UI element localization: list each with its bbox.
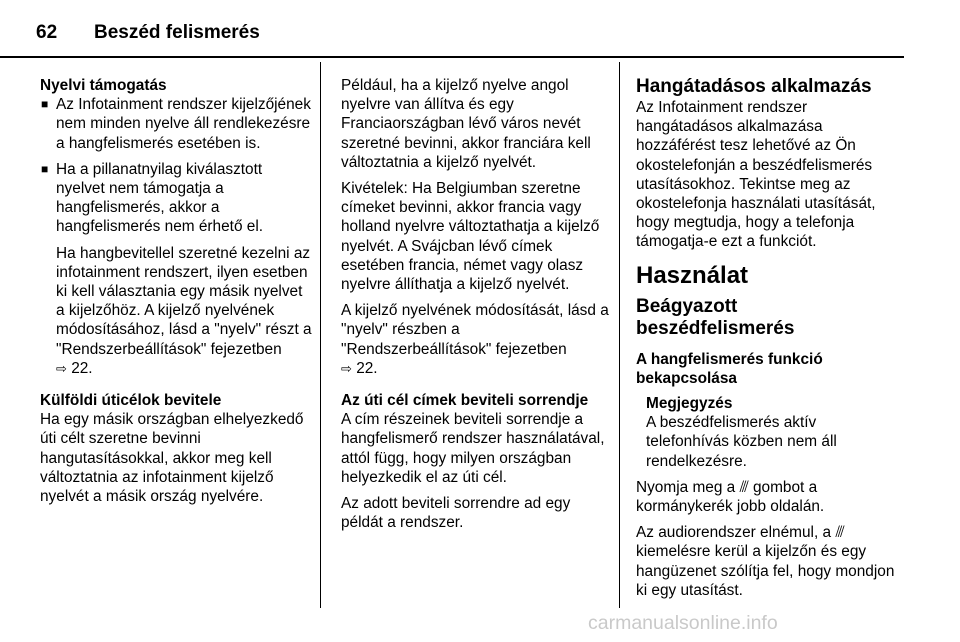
language-support-heading: Nyelvi támogatás <box>40 77 167 94</box>
foreign-destinations-heading: Külföldi úticélok bevitele <box>40 392 222 410</box>
address-order-text: A cím részeinek beviteli sorrendje a hangfelismerő rendszer használatával, attól függ, hogy milyen országban helyezkedik el az úti cél. <box>341 411 605 486</box>
bullet-item <box>40 160 312 237</box>
voice-passthrough-heading: Hangátadásos alkalmazás <box>636 76 872 97</box>
bullet-icon: ■ <box>41 161 49 176</box>
page-header <box>36 22 260 44</box>
paragraph-text: Ha hangbevitellel szeretné kezelni az infotainment rendszert, ilyen esetben ki kell választania egy másik nyelvet a kijelzőhöz. A kijelző nyelvének módosításához, lásd a "nyelv" részt a "Rendszerbeállítások" fejezetben <box>56 244 312 358</box>
bullet-icon: ■ <box>41 97 49 112</box>
note-block <box>636 394 900 471</box>
voice-control-icon: ⫻ <box>739 478 749 496</box>
foreign-destinations-text: Ha egy másik országban elhelyezkedő úti célt szeretne bevinni hangutasításokkal, akkor meg kell változtatnia az infotainment kijelző nyelvét a másik ország nyelvére. <box>40 411 304 506</box>
page-reference: 22. <box>71 359 93 377</box>
note-heading: Megjegyzés <box>646 395 733 413</box>
voice-passthrough-text: Az Infotainment rendszer hangátadásos alkalmazása hozzáférést tesz lehetővé az Ön okostelefonján a beszédfelismerés utasításokhoz. Tekintse meg az okostelefonja használati utasítását, hogy megtudja, hogy a telefonja támogatja-e ezt a funkciót. <box>636 99 876 251</box>
column-divider-2 <box>619 62 620 608</box>
voice-control-icon: ⫻ <box>835 524 845 542</box>
activation-heading: A hangfelismerés funkció bekapcsolása <box>636 350 823 387</box>
bullet-paragraph <box>40 244 312 378</box>
page-title: Beszéd felismerés <box>94 22 260 43</box>
paragraph <box>636 523 900 600</box>
paragraph: Kivételek: Ha Belgiumban szeretne címeket bevinni, akkor francia vagy holland nyelvre változtathatja a kijelző nyelvét. A Svájcban lévő címek esetében francia, német vagy olasz nyelvre állíthatja a kijelző nyelvét. <box>341 180 600 294</box>
note-text: A beszédfelismerés aktív telefonhívás közben nem áll rendelkezésre. <box>646 414 837 470</box>
paragraph: Az adott beviteli sorrendre ad egy példát a rendszer. <box>341 495 571 532</box>
column-3 <box>636 76 900 607</box>
address-order-heading: Az úti cél címek beviteli sorrendje <box>341 392 589 410</box>
bullet-text: Az Infotainment rendszer kijelzőjének nem minden nyelve áll rendlekezésre a hangfelismerés esetében is. <box>56 96 311 152</box>
usage-heading: Használat <box>636 261 749 289</box>
builtin-recognition-heading: Beágyazott beszédfelismerés <box>636 295 795 339</box>
paragraph-text: A kijelző nyelvének módosítását, lásd a "nyelv" részben a "Rendszerbeállítások" fejezetben <box>341 302 609 358</box>
header-rule <box>0 56 904 58</box>
column-1 <box>40 76 312 513</box>
watermark: carmanualsonline.info <box>588 612 778 634</box>
bullet-text: Ha a pillanatnyilag kiválasztott nyelvet nem támogatja a hangfelismerés, akkor a hangfelismerés nem érhető el. <box>56 160 264 236</box>
column-2 <box>341 76 613 539</box>
paragraph <box>341 301 613 378</box>
page-reference: 22. <box>356 359 378 377</box>
page-reference-arrow-icon: ⇨ <box>56 360 67 376</box>
page-reference-arrow-icon: ⇨ <box>341 360 352 376</box>
page-number: 62 <box>36 22 58 43</box>
paragraph-text: gombot a kormánykerék jobb oldalán. <box>636 478 825 516</box>
column-divider-1 <box>320 62 321 608</box>
paragraph-text: Nyomja meg a <box>636 478 736 496</box>
bullet-item <box>40 95 312 153</box>
paragraph <box>636 478 900 516</box>
paragraph-text: Az audiorendszer elnémul, a <box>636 524 832 542</box>
paragraph: Például, ha a kijelző nyelve angol nyelvre van állítva és egy Franciaországban lévő város nevét szeretné bevinni, akkor franciára kell változtatnia a kijelző nyelvét. <box>341 77 591 171</box>
paragraph-text: kiemelésre kerül a kijelzőn és egy hangüzenet szólítja fel, hogy mondjon ki egy utasítást. <box>636 543 895 599</box>
